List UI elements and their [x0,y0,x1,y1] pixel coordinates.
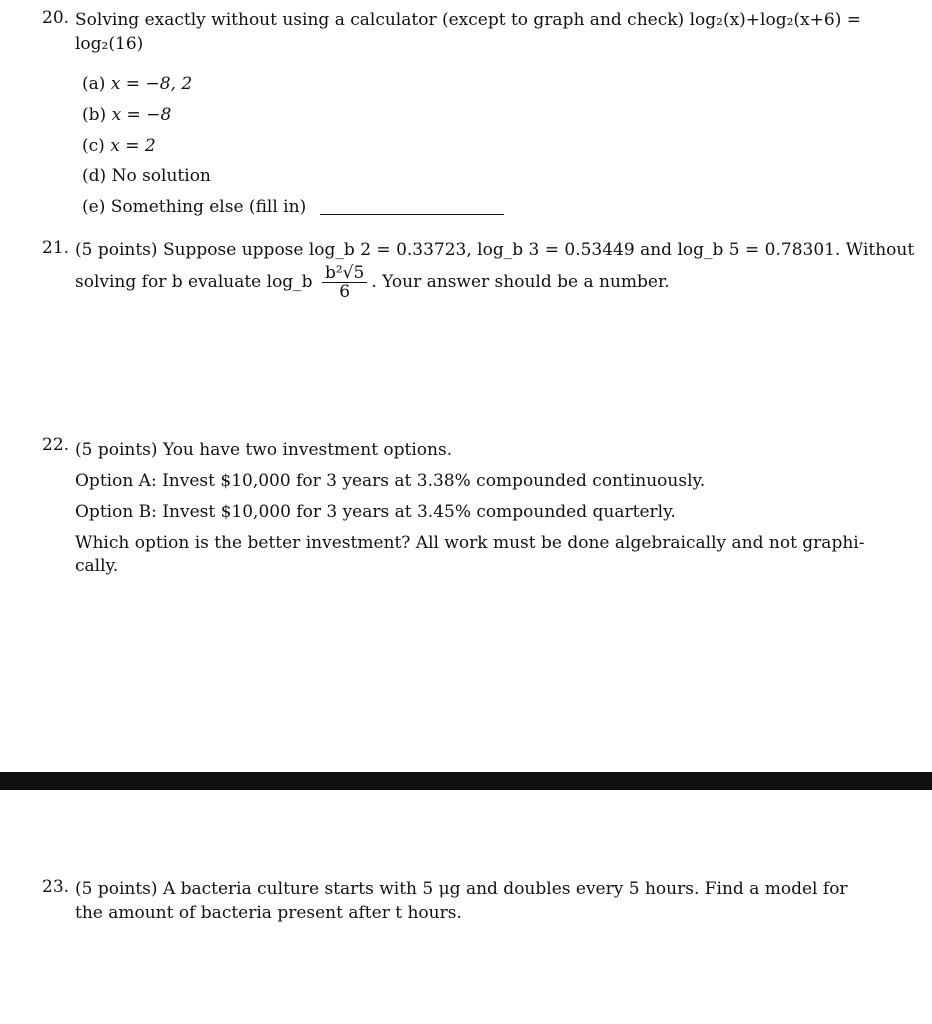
question-20-prompt: Solving exactly without using a calculator (except to graph and check) [75,10,690,30]
question-21-line-1: (5 points) Suppose uppose log_b 2 = 0.33723, log_b 3 = 0.53449 and log_b 5 = 0.78301. Without [75,240,915,260]
question-22-option-a: Option A: Invest $10,000 for 3 years at 3.38% compounded continuously. [75,471,706,491]
question-number: 21. [42,238,70,258]
question-22-option-b: Option B: Invest $10,000 for 3 years at 3.45% compounded quarterly. [75,502,676,522]
fraction-numerator: b²√5 [322,264,367,283]
question-number: 20. [42,8,70,28]
option-e: (e) Something else (fill in) [82,197,504,217]
question-number: 22. [42,435,70,455]
option-c: (c) x = 2 [82,136,156,156]
question-number: 23. [42,877,70,897]
question-22-question-cont: cally. [75,556,119,576]
option-a: (a) x = −8, 2 [82,74,193,94]
question-20-line-1 [75,8,861,32]
fill-in-blank[interactable] [320,214,504,215]
question-23-line-2: the amount of bacteria present after t hours. [75,903,462,923]
page-divider [0,772,932,790]
question-20-equation-rhs: log₂(16) [75,34,144,54]
fraction-denominator: 6 [339,282,351,302]
question-21-line-2: solving for b evaluate log_b $\frac{\text{b²√5}}{6}$ . Your answer should be a number. [75,263,670,302]
option-b: (b) x = −8 [82,105,172,125]
option-d: (d) No solution [82,166,211,186]
question-22-intro: (5 points) You have two investment options. [75,440,453,460]
question-22-question: Which option is the better investment? All work must be done algebraically and not graphi- [75,533,865,553]
question-23-line-1: (5 points) A bacteria culture starts with 5 μg and doubles every 5 hours. Find a model for [75,879,848,899]
fraction [322,264,367,301]
question-20-equation: log₂(x)+log₂(x+6) = [689,10,861,30]
